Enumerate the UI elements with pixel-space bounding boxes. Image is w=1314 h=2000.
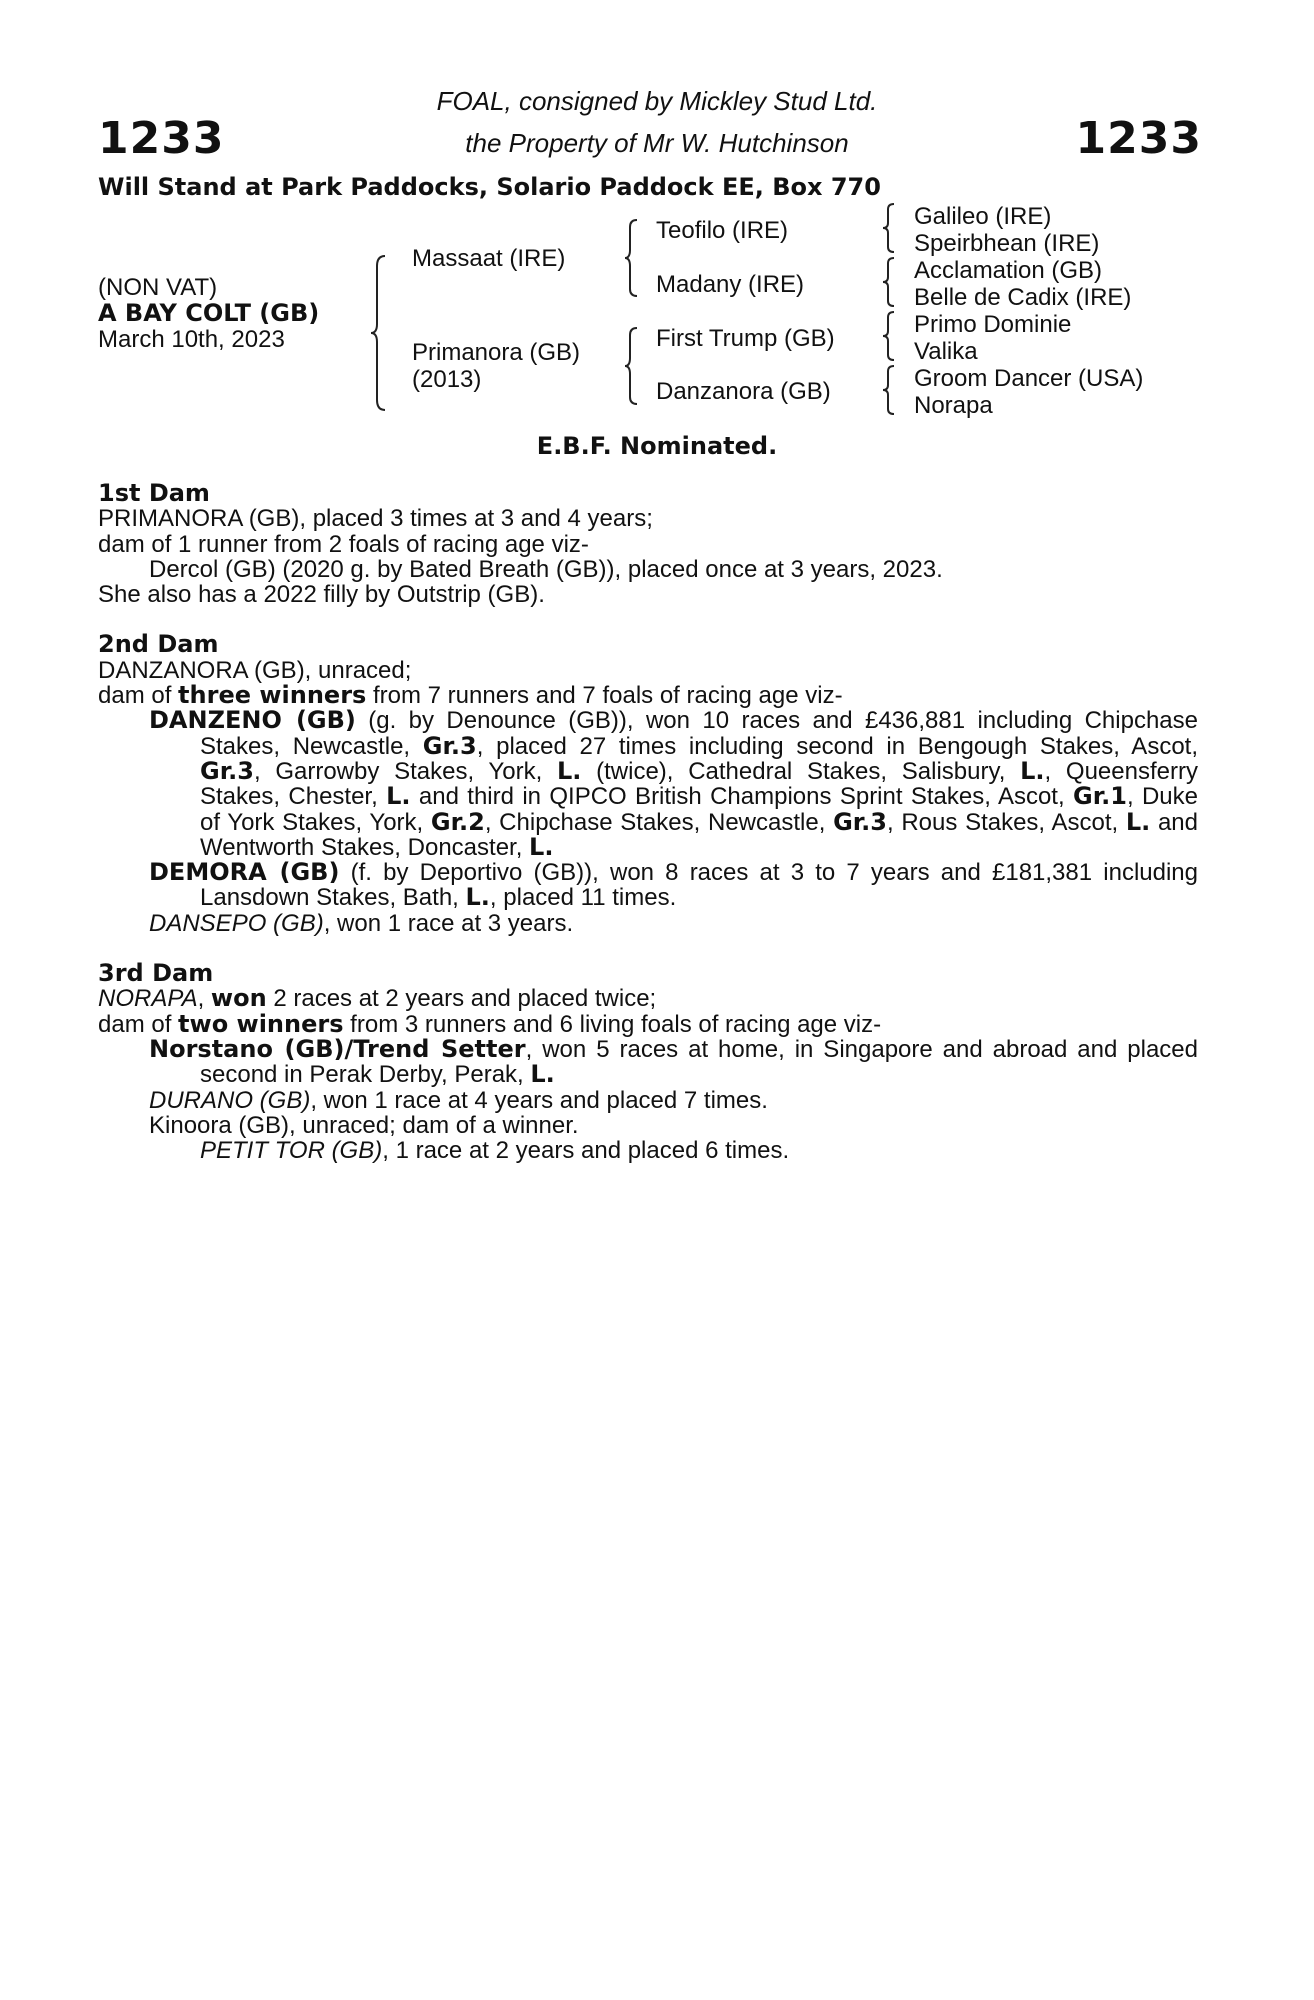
vat-status: (NON VAT)	[98, 274, 218, 301]
section-title: 2nd Dam	[98, 630, 219, 659]
sire-line-brace	[622, 218, 642, 298]
lot-number-left: 1233	[98, 113, 225, 164]
great-grandparent-6: Valika	[914, 338, 978, 365]
second-dam-section	[98, 632, 1198, 936]
grandsire-brace-3	[880, 310, 898, 362]
produce-summary: dam of 1 runner from 2 foals of racing age viz-	[98, 530, 589, 558]
grandsire-brace-4	[880, 364, 898, 416]
consignor-line: FOAL, consigned by Mickley Stud Ltd.	[436, 86, 878, 116]
sire-dam: Madany (IRE)	[656, 271, 805, 298]
additional-produce: She also has a 2022 filly by Outstrip (GB).	[98, 581, 545, 609]
stabling-line: Will Stand at Park Paddocks, Solario Paddock EE, Box 770	[98, 173, 881, 201]
horse-name: A BAY COLT (GB)	[98, 299, 320, 327]
produce-entry-petit-tor: PETIT TOR (GB), 1 race at 2 years and placed 6 times.	[200, 1137, 790, 1165]
dam-year: (2013)	[412, 366, 482, 393]
grandsire-brace-2	[880, 256, 898, 308]
great-grandparent-4: Belle de Cadix (IRE)	[914, 284, 1132, 311]
produce-entry-kinoora: Kinoora (GB), unraced; dam of a winner.	[149, 1111, 579, 1139]
grandsire-brace-1	[880, 202, 898, 254]
produce-entry: Dercol (GB) (2020 g. by Bated Breath (GB)), placed once at 3 years, 2023.	[149, 555, 943, 583]
produce-entry-durano: DURANO (GB), won 1 race at 4 years and placed 7 times.	[149, 1086, 768, 1114]
produce-entry-dansepo: DANSEPO (GB), won 1 race at 3 years.	[149, 909, 574, 937]
ebf-nominated: E.B.F. Nominated.	[536, 432, 778, 460]
great-grandparent-1: Galileo (IRE)	[914, 203, 1052, 230]
first-dam-section	[98, 481, 1198, 607]
dam-summary: PRIMANORA (GB), placed 3 times at 3 and 4 years;	[98, 505, 653, 533]
sire: Massaat (IRE)	[412, 245, 566, 272]
dam: Primanora (GB)	[412, 339, 581, 366]
property-line: the Property of Mr W. Hutchinson	[465, 128, 849, 158]
section-title: 3rd Dam	[98, 959, 214, 988]
produce-entry-demora: DEMORA (GB) (f. by Deportivo (GB)), won 8 races at 3 to 7 years and £181,381 including Lansdown Stakes, Bath, L., placed 11 times.	[149, 858, 1198, 912]
foaling-date: March 10th, 2023	[98, 326, 285, 353]
dam-line-brace	[622, 326, 642, 406]
great-grandparent-8: Norapa	[914, 392, 993, 419]
lot-number-right: 1233	[1075, 113, 1202, 164]
produce-entry-danzeno: DANZENO (GB) (g. by Denounce (GB)), won 10 races and £436,881 including Chipchase Stakes, Newcastle, Gr.3, placed 27 times including second in Bengough Stakes, Ascot, Gr.3, Garrowby Stakes, York, L. (twice), Cathedral Stakes, Salisbury, L., Queensferry Stakes, Chester, L. and third in QIPCO British Champions Sprint Stakes, Ascot, Gr.1, Duke of York Stakes, York, Gr.2, Chipchase Stakes, Newcastle, Gr.3, Rous Stakes, Ascot, L. and Wentworth Stakes, Doncaster, L.	[149, 706, 1199, 861]
section-title: 1st Dam	[98, 479, 210, 507]
dam-sire: First Trump (GB)	[656, 325, 835, 352]
dam-summary: DANZANORA (GB), unraced;	[98, 656, 412, 684]
great-grandparent-2: Speirbhean (IRE)	[914, 230, 1100, 257]
dam-dam: Danzanora (GB)	[656, 378, 831, 405]
catalogue-body	[98, 481, 1198, 1163]
sire-sire: Teofilo (IRE)	[656, 217, 789, 244]
produce-summary: dam of two winners from 3 runners and 6 living foals of racing age viz-	[98, 1009, 882, 1038]
produce-summary: dam of three winners from 7 runners and 7 foals of racing age viz-	[98, 681, 843, 710]
third-dam-section	[98, 961, 1198, 1163]
dam-summary: NORAPA, won 2 races at 2 years and placed twice;	[98, 984, 657, 1013]
great-grandparent-3: Acclamation (GB)	[914, 257, 1103, 284]
sire-dam-brace	[368, 254, 390, 412]
great-grandparent-5: Primo Dominie	[914, 311, 1072, 338]
great-grandparent-7: Groom Dancer (USA)	[914, 365, 1144, 392]
produce-entry-norstano: Norstano (GB)/Trend Setter, won 5 races at home, in Singapore and abroad and placed second in Perak Derby, Perak, L.	[149, 1034, 1199, 1089]
